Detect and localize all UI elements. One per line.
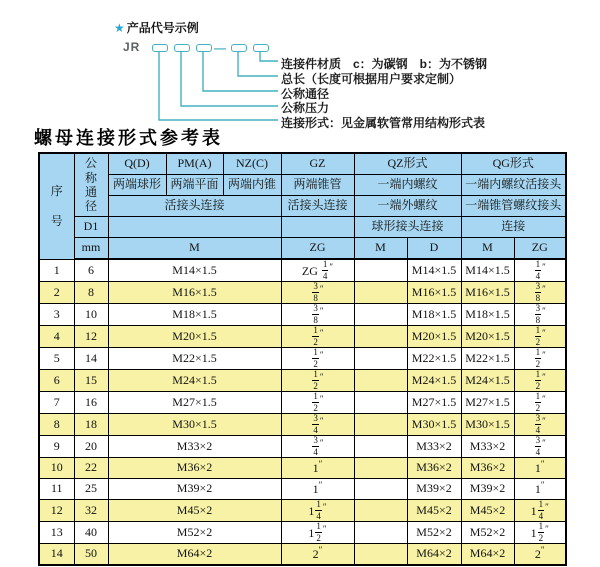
cell-qg-zg: $\frac{3}{4}$ ″: [514, 436, 566, 458]
cell-qg-zg: $\frac{1}{2}$ ″: [514, 348, 566, 370]
cell-qz-d: M27×1.5: [407, 392, 461, 414]
cell-dn: 12: [74, 326, 108, 348]
table-row: [39, 544, 566, 566]
table-body: [39, 259, 566, 565]
cell-m: M33×2: [108, 436, 281, 458]
cell-m: M22×1.5: [108, 348, 281, 370]
cell-zg: $\frac{1}{2}$ ″: [281, 370, 354, 392]
code-prefix: JR: [123, 40, 141, 54]
cell-m: M18×1.5: [108, 304, 281, 326]
cell-serial: 2: [39, 282, 74, 304]
cell-serial: 7: [39, 392, 74, 414]
table-row: [39, 370, 566, 392]
cell-qz-d: M22×1.5: [407, 348, 461, 370]
header-qg-desc2: 一端锥管螺纹接头: [461, 196, 566, 217]
cell-qg-m: M33×2: [461, 436, 514, 458]
cell-dn: 14: [74, 348, 108, 370]
cell-zg: $\frac{1}{2}$ ″: [281, 326, 354, 348]
code-label-length: 总长（长度可根据用户要求定制）: [281, 72, 462, 86]
cell-serial: 8: [39, 414, 74, 436]
header-qg-desc1: 一端内螺纹活接头: [461, 175, 566, 196]
header-gz-connection: 活接头连接: [281, 196, 354, 217]
table-row: [39, 282, 566, 304]
table-row: [39, 326, 566, 348]
header-col-q: Q(D): [108, 153, 166, 175]
cell-dn: 15: [74, 370, 108, 392]
cell-zg: $\frac{3}{8}$ ″: [281, 304, 354, 326]
cell-zg: 2″: [281, 544, 354, 566]
cell-qg-m: M36×2: [461, 458, 514, 479]
code-label-pressure: 公称压力: [281, 101, 330, 115]
cell-qg-m: M52×2: [461, 522, 514, 544]
cell-m: M36×2: [108, 458, 281, 479]
header-pm-desc: 两端平面: [166, 175, 223, 196]
header-qz-desc2: 一端外螺纹: [354, 196, 461, 217]
cell-zg: 1 $\frac{1}{2}$ ″: [281, 522, 354, 544]
header-q-desc: 两端球形: [108, 175, 166, 196]
cell-m: M24×1.5: [108, 370, 281, 392]
cell-zg: $\frac{1}{2}$ ″: [281, 392, 354, 414]
header-zg-unit: ZG: [281, 238, 354, 260]
header-col-pm: PM(A): [166, 153, 223, 175]
cell-qz-d: M18×1.5: [407, 304, 461, 326]
cell-qz-d: M45×2: [407, 500, 461, 522]
cell-qg-zg: $\frac{1}{2}$ ″: [514, 326, 566, 348]
code-dash: —: [214, 41, 226, 55]
cell-qg-m: M45×2: [461, 500, 514, 522]
table-row: [39, 458, 566, 479]
cell-dn: 32: [74, 500, 108, 522]
cell-serial: 11: [39, 479, 74, 500]
cell-qz-d: M20×1.5: [407, 326, 461, 348]
cell-qg-zg: 1 $\frac{1}{2}$ ″: [514, 522, 566, 544]
cell-qg-zg: 2″: [514, 544, 566, 566]
cell-m: M52×2: [108, 522, 281, 544]
cell-dn: 6: [74, 259, 108, 282]
header-qz-m-unit: M: [354, 238, 407, 260]
cell-dn: 22: [74, 458, 108, 479]
header-dn: 公称通径: [74, 153, 108, 217]
cell-dn: 25: [74, 479, 108, 500]
cell-qz-m: [354, 544, 407, 566]
header-m-unit: M: [108, 238, 281, 260]
cell-qz-m: [354, 370, 407, 392]
cell-qz-m: [354, 259, 407, 282]
cell-dn: 10: [74, 304, 108, 326]
header-gz-desc: 两端锥管: [281, 175, 354, 196]
cell-qz-d: M30×1.5: [407, 414, 461, 436]
header-qz-desc1: 一端内螺纹: [354, 175, 461, 196]
cell-m: M64×2: [108, 544, 281, 566]
header-qpmnz-connection: 活接头连接: [108, 196, 281, 217]
product-code-heading-text: 产品代号示例: [126, 21, 199, 35]
cell-serial: 3: [39, 304, 74, 326]
cell-qz-m: [354, 392, 407, 414]
cell-qz-d: M52×2: [407, 522, 461, 544]
star-icon: ★: [114, 21, 125, 35]
cell-serial: 12: [39, 500, 74, 522]
header-col-nz: NZ(C): [223, 153, 281, 175]
cell-dn: 40: [74, 522, 108, 544]
cell-qg-zg: 1″: [514, 458, 566, 479]
cell-qg-zg: $\frac{3}{8}$ ″: [514, 304, 566, 326]
cell-qz-d: M16×1.5: [407, 282, 461, 304]
cell-serial: 10: [39, 458, 74, 479]
cell-qz-m: [354, 500, 407, 522]
cell-qz-d: M14×1.5: [407, 259, 461, 282]
cell-qz-m: [354, 479, 407, 500]
cell-qz-d: M64×2: [407, 544, 461, 566]
code-label-diameter: 公称通径: [281, 87, 330, 101]
cell-m: M30×1.5: [108, 414, 281, 436]
cell-m: M14×1.5: [108, 259, 281, 282]
header-mm: mm: [74, 238, 108, 260]
header-qz-connection: 球形接头连接: [354, 217, 461, 238]
cell-zg: 1 $\frac{1}{4}$ ″: [281, 500, 354, 522]
header-d1: D1: [74, 217, 108, 238]
table-row: [39, 259, 566, 282]
cell-qz-m: [354, 326, 407, 348]
table-row: [39, 436, 566, 458]
table-row: [39, 392, 566, 414]
cell-qg-zg: 1 $\frac{1}{4}$ ″: [514, 500, 566, 522]
cell-qg-zg: $\frac{1}{2}$ ″: [514, 370, 566, 392]
cell-serial: 4: [39, 326, 74, 348]
cell-dn: 18: [74, 414, 108, 436]
cell-zg: $\frac{3}{4}$ ″: [281, 436, 354, 458]
cell-qg-zg: $\frac{1}{2}$ ″: [514, 392, 566, 414]
table-row: [39, 348, 566, 370]
cell-dn: 50: [74, 544, 108, 566]
header-col-qg: QG形式: [461, 153, 566, 175]
cell-qg-m: M30×1.5: [461, 414, 514, 436]
cell-dn: 8: [74, 282, 108, 304]
cell-zg: 1″: [281, 458, 354, 479]
cell-qz-d: M33×2: [407, 436, 461, 458]
cell-m: M45×2: [108, 500, 281, 522]
reference-table: [38, 152, 567, 566]
table-row: [39, 304, 566, 326]
table-title: 螺母连接形式参考表: [34, 128, 223, 148]
table-row: [39, 479, 566, 500]
cell-qz-d: M39×2: [407, 479, 461, 500]
cell-serial: 13: [39, 522, 74, 544]
cell-qg-zg: $\frac{3}{8}$ ″: [514, 282, 566, 304]
table-row: [39, 500, 566, 522]
cell-qz-d: M36×2: [407, 458, 461, 479]
cell-serial: 14: [39, 544, 74, 566]
cell-dn: 20: [74, 436, 108, 458]
code-label-material: 连接件材质 c：为碳钢 b：为不锈钢: [281, 57, 488, 71]
cell-qz-m: [354, 304, 407, 326]
cell-qg-m: M14×1.5: [461, 259, 514, 282]
cell-m: M16×1.5: [108, 282, 281, 304]
cell-zg: $\frac{3}{8}$ ″: [281, 282, 354, 304]
cell-m: M20×1.5: [108, 326, 281, 348]
header-blank-qpmnz: [108, 217, 281, 238]
table-header: [39, 153, 566, 259]
cell-qz-m: [354, 522, 407, 544]
cell-zg: $\frac{1}{2}$ ″: [281, 348, 354, 370]
table-row: [39, 414, 566, 436]
cell-qg-m: M18×1.5: [461, 304, 514, 326]
cell-qz-d: M24×1.5: [407, 370, 461, 392]
cell-serial: 5: [39, 348, 74, 370]
cell-zg: $\frac{3}{4}$ ″: [281, 414, 354, 436]
cell-qz-m: [354, 282, 407, 304]
cell-qg-m: M64×2: [461, 544, 514, 566]
header-col-gz: GZ: [281, 153, 354, 175]
cell-m: M27×1.5: [108, 392, 281, 414]
cell-qz-m: [354, 348, 407, 370]
cell-qz-m: [354, 436, 407, 458]
cell-m: M39×2: [108, 479, 281, 500]
cell-qz-m: [354, 414, 407, 436]
cell-qg-m: M39×2: [461, 479, 514, 500]
code-label-connection: 连接形式：见金属软管常用结构形式表: [281, 116, 486, 130]
header-qz-d-unit: D: [407, 238, 461, 260]
header-qg-zg-unit: ZG: [514, 238, 566, 260]
cell-qg-m: M20×1.5: [461, 326, 514, 348]
cell-qg-m: M22×1.5: [461, 348, 514, 370]
cell-qg-m: M27×1.5: [461, 392, 514, 414]
header-col-qz: QZ形式: [354, 153, 461, 175]
cell-dn: 16: [74, 392, 108, 414]
cell-serial: 1: [39, 259, 74, 282]
header-qg-m-unit: M: [461, 238, 514, 260]
cell-zg: ZG $\frac{1}{4}$ ″: [281, 259, 354, 282]
cell-qg-zg: 1″: [514, 479, 566, 500]
cell-qg-zg: $\frac{1}{4}$ ″: [514, 259, 566, 282]
cell-qz-m: [354, 458, 407, 479]
cell-serial: 6: [39, 370, 74, 392]
cell-serial: 9: [39, 436, 74, 458]
cell-qg-zg: $\frac{3}{4}$ ″: [514, 414, 566, 436]
cell-zg: 1″: [281, 479, 354, 500]
header-qg-connection: 连接: [461, 217, 566, 238]
header-nz-desc: 两端内锥: [223, 175, 281, 196]
cell-qg-m: M24×1.5: [461, 370, 514, 392]
cell-qg-m: M16×1.5: [461, 282, 514, 304]
header-blank-gz: [281, 217, 354, 238]
table-row: [39, 522, 566, 544]
header-serial: 序号: [39, 153, 74, 259]
